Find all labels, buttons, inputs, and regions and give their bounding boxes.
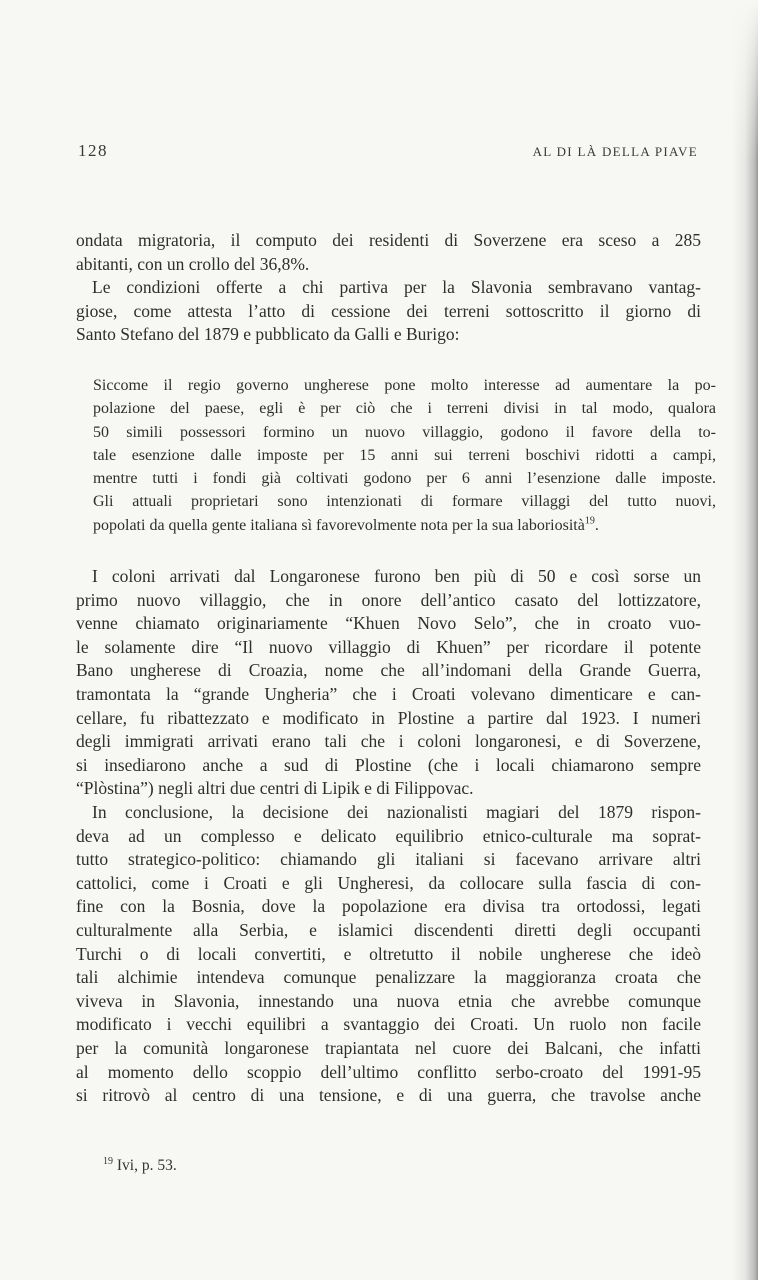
page-edge-shadow <box>732 0 758 1280</box>
text-line: tutto strategico-politico: chiamando gli italiani si facevano arrivare altri <box>76 849 701 870</box>
footnote-text: Ivi, p. 53. <box>113 1157 177 1174</box>
text-line: giose, come attesta l’atto di cessione dei terreni sottoscritto il giorno di <box>76 300 701 321</box>
text-line: In conclusione, la decisione dei nazionalisti magiari del 1879 rispon- <box>92 801 701 822</box>
paragraph-conclusione <box>76 801 701 1108</box>
block-quote-last-line-text: popolati da quella gente italiana sì favorevolmente nota per la sua laboriosità <box>93 516 585 534</box>
block-quote-lines <box>93 374 716 514</box>
footnote <box>103 1156 177 1176</box>
text-line: cattolici, come i Croati e gli Ungheresi, da collocare sulla fascia di con- <box>76 872 701 893</box>
text-line: tale esenzione dalle imposte per 15 anni sui terreni boschivi ridotti a campi, <box>93 446 716 464</box>
text-line: Le condizioni offerte a chi partiva per la Slavonia sembravano vantag- <box>92 277 701 298</box>
page-header <box>78 141 698 161</box>
text-line: al momento dello scoppio dell’ultimo conflitto serbo-croato del 1991-95 <box>76 1061 701 1082</box>
body-text-column <box>76 229 716 1108</box>
block-quote <box>93 374 716 537</box>
text-line: si insediarono anche a sud di Plostine (che i locali chiamarono sempre <box>76 754 701 775</box>
text-line: tali alchimie intendeva comunque penalizzare la maggioranza croata che <box>76 967 701 988</box>
text-line: Bano ungherese di Croazia, nome che all’indomani della Grande Guerra, <box>76 660 701 681</box>
text-line: Turchi o di locali convertiti, e oltretutto il nobile ungherese che ideò <box>76 943 701 964</box>
block-quote-last-line <box>93 514 716 537</box>
text-line: modificato i vecchi equilibri a svantaggio dei Croati. Un ruolo non facile <box>76 1014 701 1035</box>
page-number: 128 <box>78 141 108 160</box>
text-line: si ritrovò al centro di una tensione, e di una guerra, che travolse anche <box>76 1085 701 1106</box>
text-line: tramontata la “grande Ungheria” che i Croati volevano dimenticare e can- <box>76 684 701 705</box>
text-line: polazione del paese, egli è per ciò che i terreni divisi in tal modo, qualora <box>93 400 716 418</box>
text-line: primo nuovo villaggio, che in onore dell’antico casato del lottizzatore, <box>76 589 701 610</box>
paragraph-continuation <box>76 229 701 276</box>
text-line: I coloni arrivati dal Longaronese furono ben più di 50 e così sorse un <box>92 566 701 587</box>
text-line: le solamente dire “Il nuovo villaggio di Khuen” per ricordare il potente <box>76 636 701 657</box>
paragraph-coloni <box>76 565 701 801</box>
text-line: 50 simili possessori formino un nuovo villaggio, godono il favore della to- <box>93 423 716 441</box>
paragraph-conditions <box>76 276 701 347</box>
footnote-reference-19: 19 <box>584 515 595 527</box>
running-title: AL DI LÀ DELLA PIAVE <box>532 144 698 159</box>
text-line: cellare, fu ribattezzato e modificato in Plostine a partire dal 1923. I numeri <box>76 707 701 728</box>
text-line: abitanti, con un crollo del 36,8%. <box>76 253 310 274</box>
text-line: Santo Stefano del 1879 e pubblicato da Galli e Burigo: <box>76 324 460 345</box>
text-line: Gli attuali proprietari sono intenzionati di formare villaggi del tutto nuovi, <box>93 493 716 511</box>
text-line: deva ad un complesso e delicato equilibrio etnico-culturale ma soprat- <box>76 825 701 846</box>
text-line: degli immigrati arrivati erano tali che i coloni longaronesi, e di Soverzene, <box>76 731 701 752</box>
text-line: fine con la Bosnia, dove la popolazione era divisa tra ortodossi, legati <box>76 896 701 917</box>
text-line: mentre tutti i fondi già coltivati godono per 6 anni l’esenzione dalle imposte. <box>93 470 716 488</box>
footnote-number: 19 <box>103 1155 113 1167</box>
text-line: ondata migratoria, il computo dei residenti di Soverzene era sceso a 285 <box>76 230 701 250</box>
text-line: “Plòstina”) negli altri due centri di Lipik e di Filippovac. <box>76 778 474 799</box>
block-quote-last-line-period: . <box>594 516 599 534</box>
text-line: culturalmente alla Serbia, e islamici discendenti diretti degli occupanti <box>76 919 701 940</box>
text-line: venne chiamato originariamente “Khuen Novo Selo”, che in croato vuo- <box>76 613 701 634</box>
text-line: viveva in Slavonia, innestando una nuova etnia che avrebbe comunque <box>76 990 701 1011</box>
text-line: per la comunità longaronese trapiantata nel cuore dei Balcani, che infatti <box>76 1037 701 1058</box>
text-line: Siccome il regio governo ungherese pone molto interesse ad aumentare la po- <box>93 376 716 394</box>
page-edge-shadow-fade <box>732 0 758 160</box>
